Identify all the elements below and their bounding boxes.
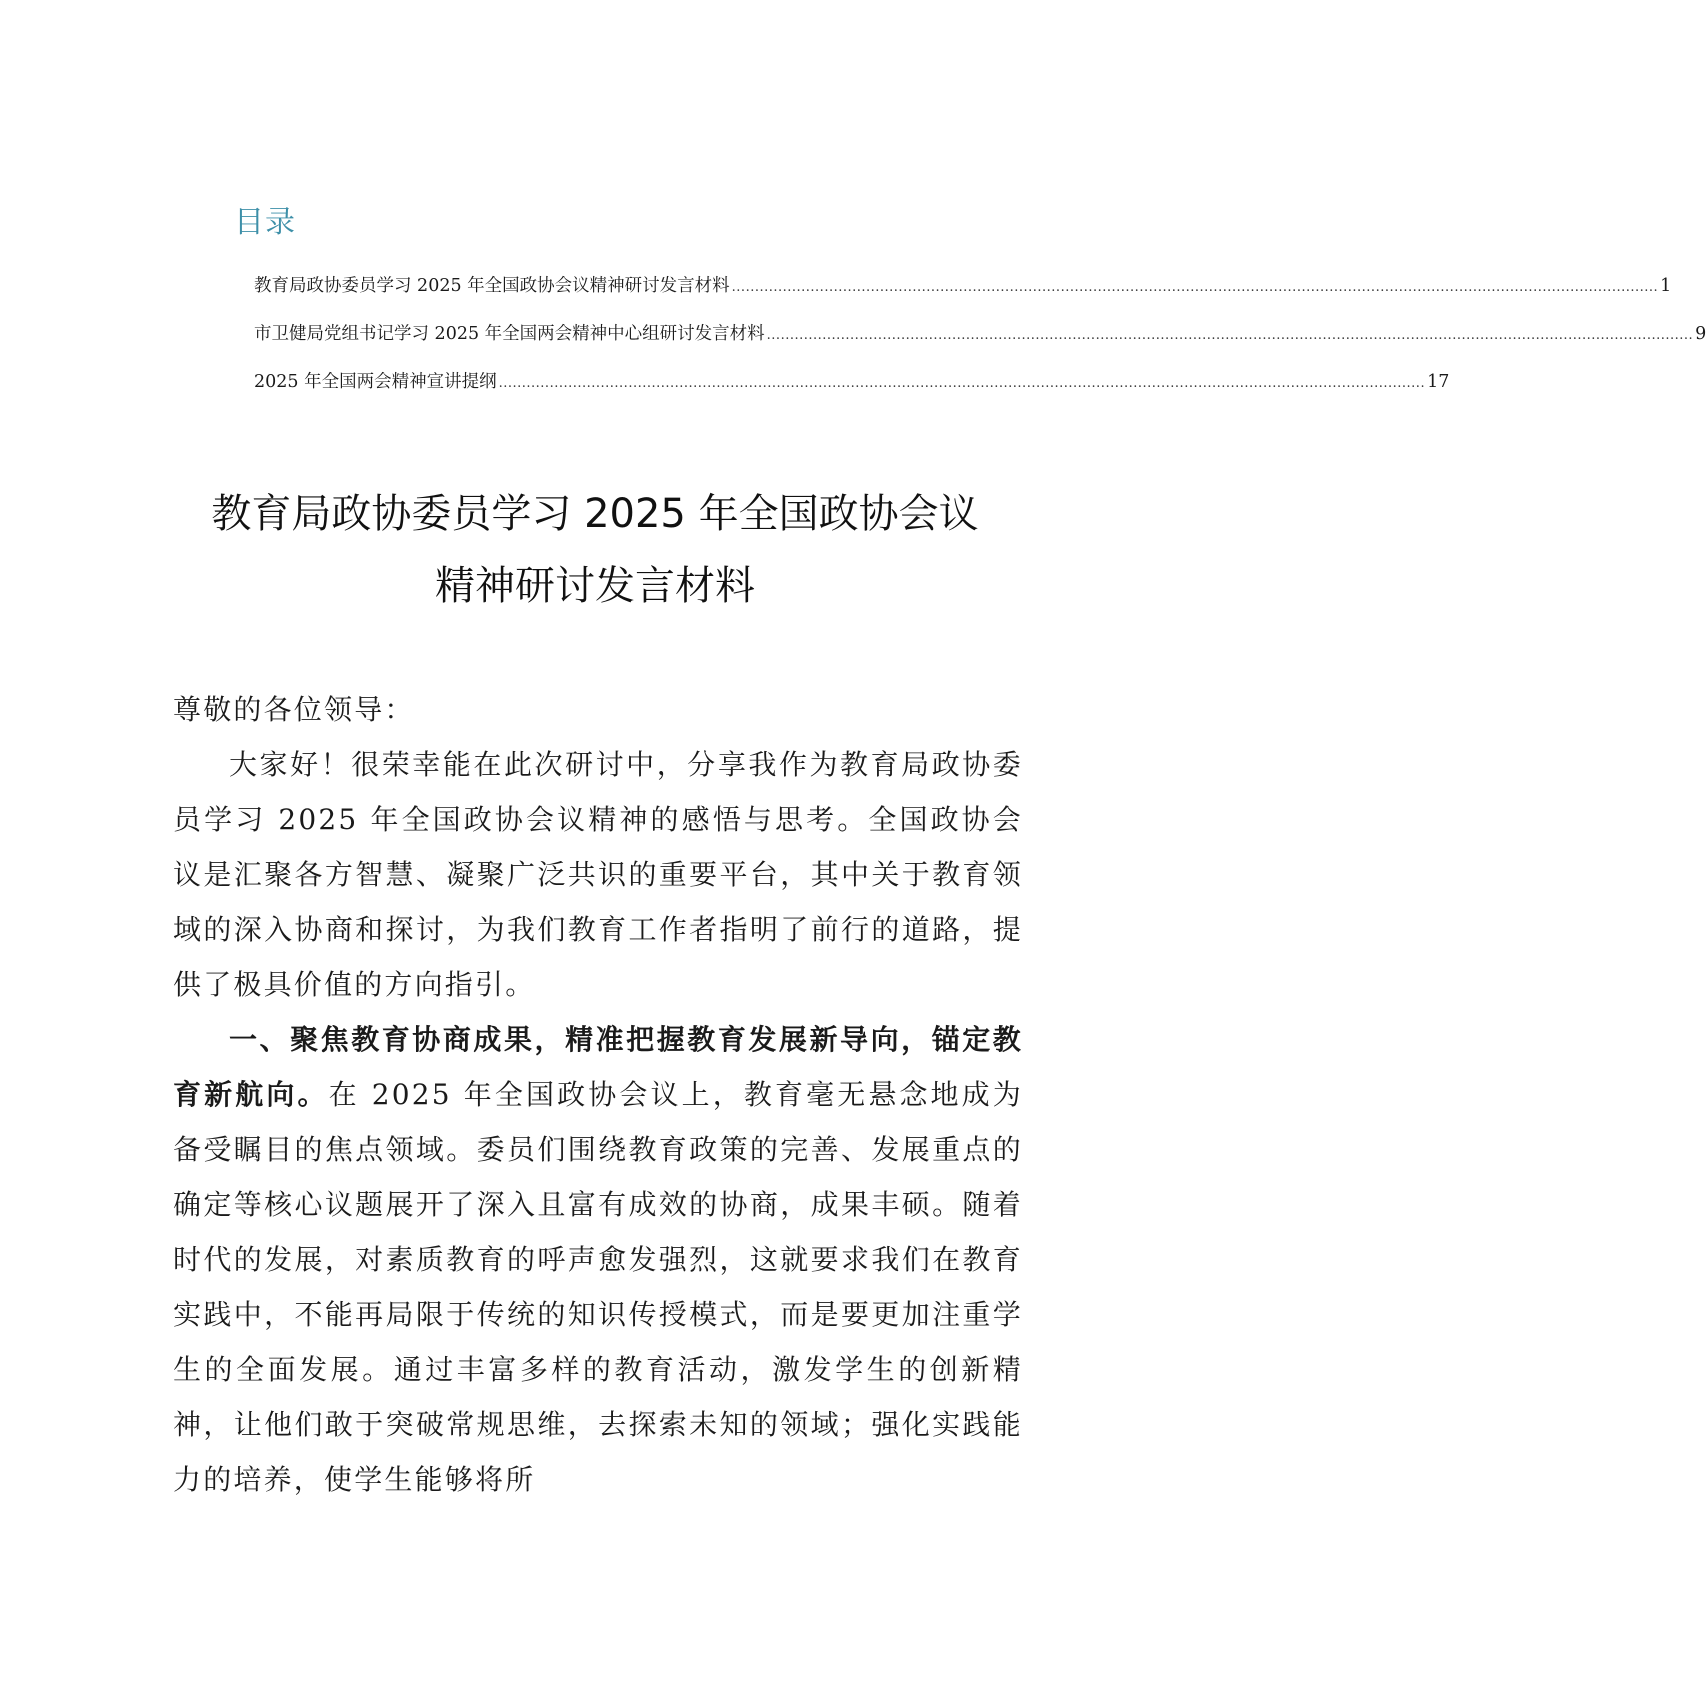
toc-entry-title: 市卫健局党组书记学习 2025 年全国两会精神中心组研讨发言材料 (254, 324, 765, 344)
opening-paragraph: 大家好！很荣幸能在此次研讨中，分享我作为教育局政协委员学习 2025 年全国政协会议精神的感悟与思考。全国政协会议是汇聚各方智慧、凝聚广泛共识的重要平台，其中关于教育领域的深入协商和探讨，为我们教育工作者指明了前行的道路，提供了极具价值的方向指引。 (173, 748, 1023, 1001)
document-title-line1: 教育局政协委员学习 2025 年全国政协会议 (211, 491, 979, 537)
toc-heading: 目录 (234, 205, 296, 240)
table-of-contents (254, 276, 1706, 422)
toc-entry-page: 17 (1427, 372, 1450, 392)
toc-leader-dots: ........................................................................................................................................................................................................ (731, 280, 1659, 295)
toc-entry-title: 教育局政协委员学习 2025 年全国政协会议精神研讨发言材料 (254, 276, 730, 296)
document-title (150, 478, 1040, 622)
toc-entry-page: 9 (1695, 324, 1706, 344)
section-1-paragraph (173, 1012, 1023, 1507)
toc-leader-dots: ........................................................................................................................................................................................................ (498, 376, 1426, 391)
salutation: 尊敬的各位领导： (173, 693, 415, 726)
document-title-line2: 精神研讨发言材料 (435, 563, 755, 609)
section-1-heading: 一、聚焦教育协商成果，精准把握教育发展新导向，锚定教育新航向。 (173, 1023, 1023, 1111)
toc-entry[interactable] (254, 324, 1706, 374)
toc-entry[interactable] (254, 372, 1450, 422)
toc-leader-dots: ........................................................................................................................................................................................................ (766, 328, 1694, 343)
toc-entry-page: 1 (1660, 276, 1672, 296)
toc-entry-title: 2025 年全国两会精神宣讲提纲 (254, 372, 497, 392)
toc-entry[interactable] (254, 276, 1672, 326)
document-body (173, 682, 1023, 1507)
section-1-text: 在 2025 年全国政协会议上，教育毫无悬念地成为备受瞩目的焦点领域。委员们围绕教育政策的完善、发展重点的确定等核心议题展开了深入且富有成效的协商，成果丰硕。随着时代的发展，对素质教育的呼声愈发强烈，这就要求我们在教育实践中，不能再局限于传统的知识传授模式，而是要更加注重学生的全面发展。通过丰富多样的教育活动，激发学生的创新精神，让他们敢于突破常规思维，去探索未知的领域；强化实践能力的培养，使学生能够将所 (173, 1078, 1023, 1496)
